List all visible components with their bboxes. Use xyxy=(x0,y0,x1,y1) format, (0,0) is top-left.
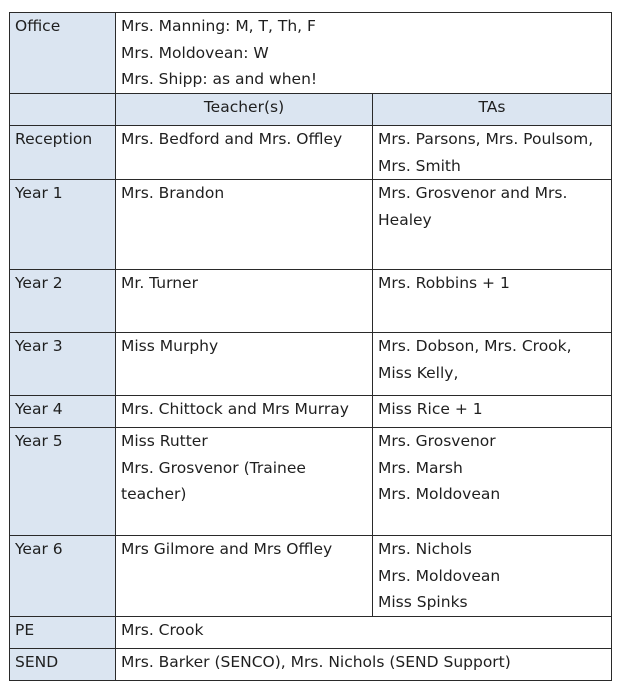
header-teachers: Teacher(s) xyxy=(116,94,373,126)
ta-line: Miss Kelly, xyxy=(378,363,459,382)
table-row xyxy=(10,126,612,180)
tas-cell xyxy=(373,180,612,270)
pe-row xyxy=(10,617,612,649)
ta-line: Mrs. Moldovean xyxy=(378,485,501,503)
teacher-line: Mrs. Chittock and Mrs Murray xyxy=(121,400,349,418)
table-row xyxy=(10,428,612,536)
row-label: Reception xyxy=(10,126,116,180)
teachers-cell xyxy=(116,536,373,617)
teachers-cell xyxy=(116,126,373,180)
table-row xyxy=(10,270,612,333)
ta-line: Mrs. Moldovean xyxy=(378,566,501,585)
office-label: Office xyxy=(10,13,116,94)
ta-line: Mrs. Dobson, Mrs. Crook, xyxy=(378,337,572,355)
row-label: Year 2 xyxy=(10,270,116,333)
office-line: Mrs. Moldovean: W xyxy=(121,43,269,62)
tas-cell xyxy=(373,396,612,428)
ta-line: Mrs. Smith xyxy=(378,156,461,175)
header-row xyxy=(10,94,612,126)
send-row xyxy=(10,649,612,681)
ta-line: Mrs. Marsh xyxy=(378,458,463,477)
header-blank-cell xyxy=(10,94,116,126)
teacher-line: Mrs. Brandon xyxy=(121,184,225,202)
send-label: SEND xyxy=(10,649,116,681)
teachers-cell xyxy=(116,180,373,270)
header-tas: TAs xyxy=(373,94,612,126)
teacher-line: teacher) xyxy=(121,485,187,503)
tas-cell xyxy=(373,428,612,536)
ta-line: Mrs. Robbins + 1 xyxy=(378,274,510,292)
row-label: Year 1 xyxy=(10,180,116,270)
ta-line: Miss Rice + 1 xyxy=(378,400,483,418)
pe-label: PE xyxy=(10,617,116,649)
staff-table xyxy=(9,12,612,681)
teachers-cell xyxy=(116,396,373,428)
teachers-cell xyxy=(116,270,373,333)
ta-line: Mrs. Nichols xyxy=(378,540,472,558)
ta-line: Mrs. Parsons, Mrs. Poulsom, xyxy=(378,130,594,148)
teacher-line: Mrs. Bedford and Mrs. Offley xyxy=(121,130,343,148)
row-label: Year 3 xyxy=(10,333,116,396)
send-value: Mrs. Barker (SENCO), Mrs. Nichols (SEND Support) xyxy=(116,649,612,681)
office-line: Mrs. Shipp: as and when! xyxy=(121,70,318,88)
teacher-line: Miss Rutter xyxy=(121,432,208,450)
teacher-line: Mrs Gilmore and Mrs Offley xyxy=(121,540,333,558)
tas-cell xyxy=(373,126,612,180)
table-row xyxy=(10,536,612,617)
ta-line: Miss Spinks xyxy=(378,593,468,611)
teacher-line: Mr. Turner xyxy=(121,274,198,292)
table-row xyxy=(10,396,612,428)
pe-value: Mrs. Crook xyxy=(116,617,612,649)
office-line: Mrs. Manning: M, T, Th, F xyxy=(121,17,316,35)
tas-cell xyxy=(373,536,612,617)
ta-line: Mrs. Grosvenor xyxy=(378,432,496,450)
table-row xyxy=(10,180,612,270)
ta-line: Mrs. Grosvenor and Mrs. xyxy=(378,184,568,202)
teacher-line: Miss Murphy xyxy=(121,337,219,355)
row-label: Year 4 xyxy=(10,396,116,428)
teachers-cell xyxy=(116,333,373,396)
teacher-line: Mrs. Grosvenor (Trainee xyxy=(121,458,306,477)
table-row xyxy=(10,333,612,396)
teachers-cell xyxy=(116,428,373,536)
ta-line: Healey xyxy=(378,210,432,229)
row-label: Year 6 xyxy=(10,536,116,617)
office-details xyxy=(116,13,612,94)
tas-cell xyxy=(373,270,612,333)
office-row xyxy=(10,13,612,94)
tas-cell xyxy=(373,333,612,396)
row-label: Year 5 xyxy=(10,428,116,536)
